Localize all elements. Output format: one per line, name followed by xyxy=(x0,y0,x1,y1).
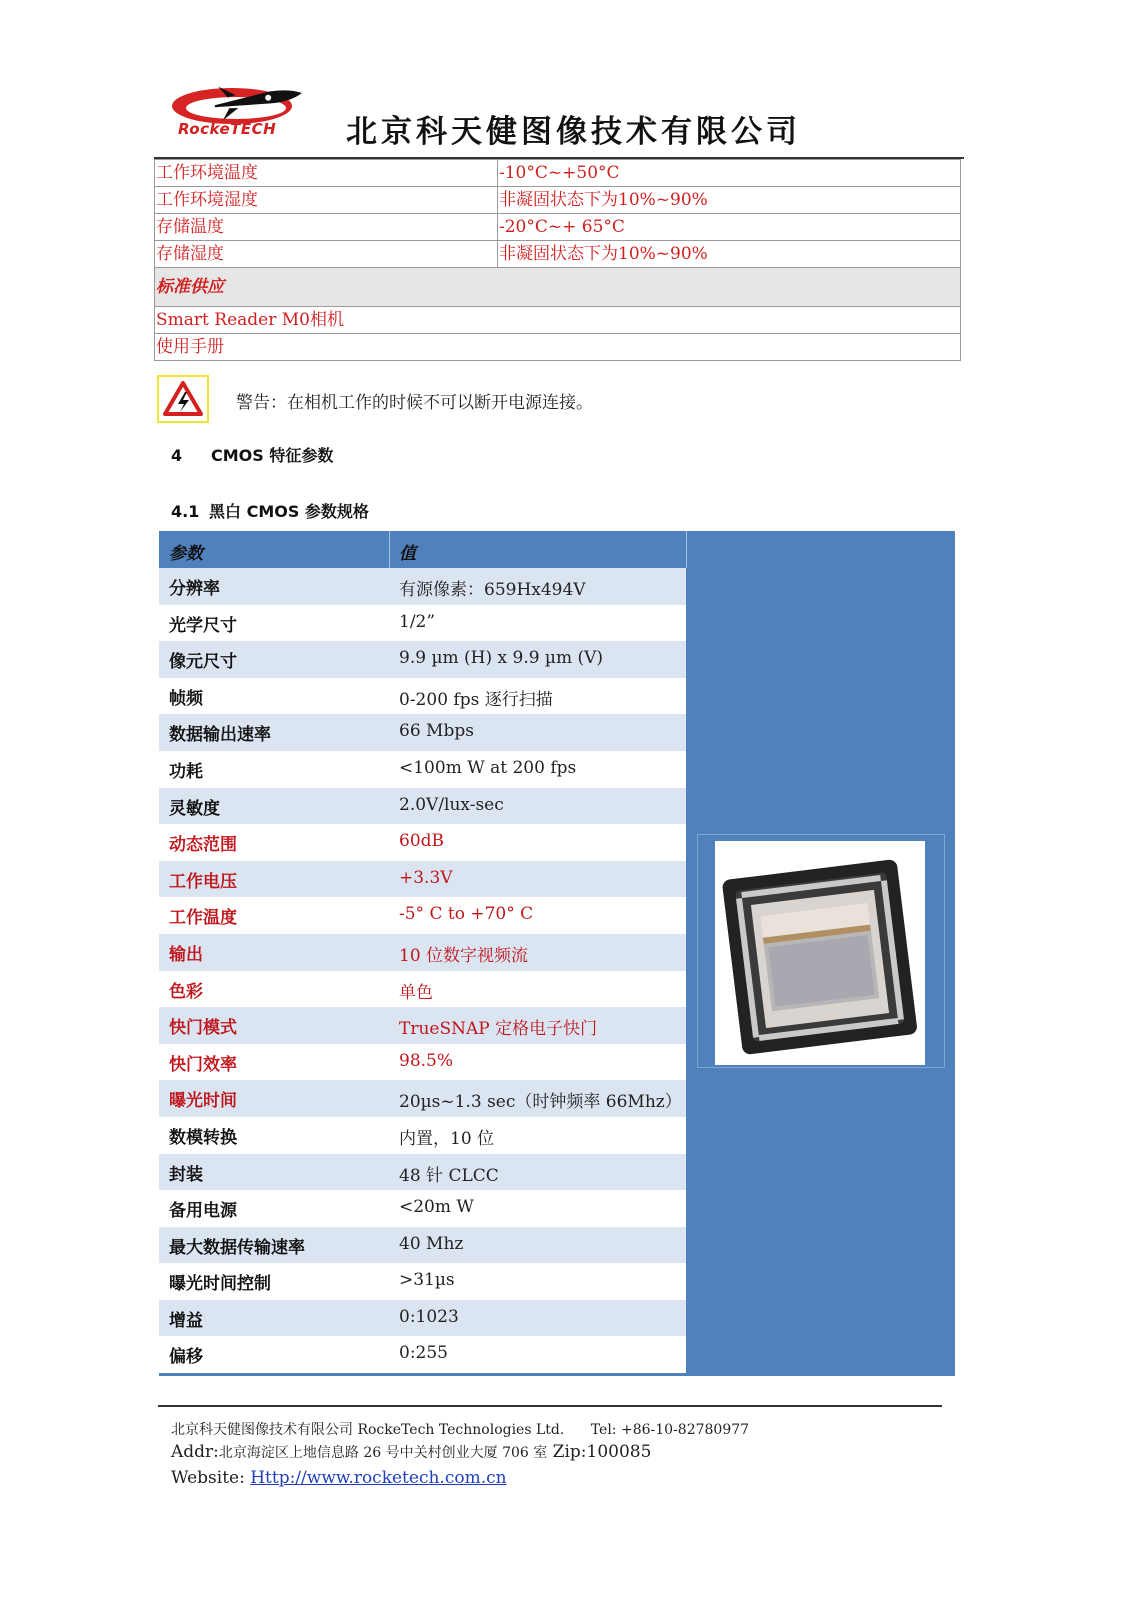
param-cell: 最大数据传输速率 xyxy=(169,1237,305,1258)
page-header xyxy=(170,78,960,158)
param-cell: 工作环境湿度 xyxy=(155,187,498,214)
value-cell: 40 Mhz xyxy=(399,1233,464,1254)
param-cell: 动态范围 xyxy=(169,835,237,856)
param-cell: 备用电源 xyxy=(169,1201,237,1222)
footer-line-website xyxy=(171,1468,507,1488)
value-cell: 9.9 µm (H) x 9.9 µm (V) xyxy=(399,648,604,669)
param-cell: 像元尺寸 xyxy=(169,652,237,673)
value-cell: <20m W xyxy=(399,1197,474,1218)
param-cell: 存储湿度 xyxy=(155,241,498,268)
param-cell: 灵敏度 xyxy=(169,798,220,819)
value-cell: 内置，10 位 xyxy=(399,1128,495,1149)
section-title: CMOS 特征参数 xyxy=(211,446,334,465)
table-row xyxy=(159,751,686,788)
value-cell: -20°C~+ 65°C xyxy=(498,214,961,241)
param-cell: 帧频 xyxy=(169,688,203,709)
value-cell: 20µs~1.3 sec（时钟频率 66Mhz） xyxy=(399,1092,682,1113)
value-cell: 66 Mbps xyxy=(399,721,474,742)
table-row xyxy=(159,1190,686,1227)
param-cell: 功耗 xyxy=(169,761,203,782)
table-row xyxy=(159,1044,686,1081)
header-param: 参数 xyxy=(169,544,203,564)
value-cell: 非凝固状态下为10%~90% xyxy=(498,241,961,268)
table-row xyxy=(159,971,686,1008)
warning-text: 警告：在相机工作的时候不可以断开电源连接。 xyxy=(236,393,593,413)
value-cell: +3.3V xyxy=(399,867,453,888)
table-row xyxy=(155,334,961,361)
zip-code: Zip:100085 xyxy=(552,1442,652,1462)
value-cell: <100m W at 200 fps xyxy=(399,757,577,778)
param-cell: 工作环境温度 xyxy=(155,160,498,187)
table-row xyxy=(159,861,686,898)
value-cell: TrueSNAP 定格电子快门 xyxy=(399,1019,598,1040)
value-cell: 2.0V/lux-sec xyxy=(399,794,504,815)
sensor-photo-frame xyxy=(697,834,945,1068)
footer-divider xyxy=(158,1405,942,1407)
header-value: 值 xyxy=(399,544,416,564)
company-name: 北京科天健图像技术有限公司 xyxy=(346,114,801,150)
value-cell: 0-200 fps 逐行扫描 xyxy=(399,689,553,710)
footer-line-address xyxy=(171,1442,651,1462)
website-link[interactable]: Http://www.rocketech.com.cn xyxy=(250,1468,507,1488)
value-cell: 48 针 CLCC xyxy=(399,1165,499,1186)
table-row xyxy=(159,1227,686,1264)
param-cell: 分辨率 xyxy=(169,579,220,599)
subsection-heading xyxy=(171,499,369,522)
addr-label: Addr: xyxy=(171,1442,219,1462)
param-cell: 偏移 xyxy=(169,1347,203,1368)
supply-item: Smart Reader M0相机 xyxy=(155,307,961,334)
footer-english-name: RockeTech Technologies Ltd. xyxy=(357,1422,565,1438)
param-cell: 工作电压 xyxy=(169,871,237,892)
table-row xyxy=(159,788,686,825)
value-cell: 1/2” xyxy=(399,611,436,632)
table-row xyxy=(159,1300,686,1337)
param-cell: 曝光时间 xyxy=(169,1091,237,1112)
value-cell: 98.5% xyxy=(399,1050,454,1071)
value-cell: 0:255 xyxy=(399,1343,448,1364)
param-cell: 曝光时间控制 xyxy=(169,1274,271,1295)
table-row xyxy=(155,241,961,268)
section-row xyxy=(155,268,961,307)
value-cell: 60dB xyxy=(399,831,445,852)
value-cell: 0:1023 xyxy=(399,1306,459,1327)
param-cell: 快门效率 xyxy=(169,1054,237,1075)
addr-text: 北京海淀区上地信息路 26 号中关村创业大厦 706 室 xyxy=(218,1445,548,1461)
website-label: Website: xyxy=(171,1468,251,1488)
param-cell: 数模转换 xyxy=(169,1127,237,1148)
param-cell: 数据输出速率 xyxy=(169,725,271,746)
supply-item: 使用手册 xyxy=(155,334,961,361)
value-cell: 有源像素：659Hx494V xyxy=(399,580,586,600)
table-row xyxy=(159,1117,686,1154)
value-cell: -10°C~+50°C xyxy=(498,160,961,187)
param-cell: 封装 xyxy=(169,1164,203,1185)
table-row xyxy=(159,1336,686,1373)
subsection-title: 黑白 CMOS 参数规格 xyxy=(209,502,369,521)
table-header xyxy=(159,531,686,568)
subsection-number: 4.1 xyxy=(171,502,200,521)
param-cell: 快门模式 xyxy=(169,1018,237,1039)
table-row xyxy=(159,1007,686,1044)
table-body xyxy=(159,568,686,1373)
table-row xyxy=(155,160,961,187)
table-row xyxy=(155,187,961,214)
header-divider xyxy=(686,531,687,568)
param-cell: 增益 xyxy=(169,1310,203,1331)
footer-tel: Tel: +86-10-82780977 xyxy=(590,1422,750,1438)
table-row xyxy=(155,214,961,241)
param-cell: 输出 xyxy=(169,944,203,965)
table-row xyxy=(155,307,961,334)
footer-company: 北京科天健图像技术有限公司 xyxy=(171,1422,353,1438)
table-row xyxy=(159,605,686,642)
logo-wordmark: RockeTECH xyxy=(178,120,277,138)
param-cell: 工作温度 xyxy=(169,908,237,929)
environment-table xyxy=(154,159,961,361)
value-cell: 单色 xyxy=(399,982,433,1003)
table-row xyxy=(159,1080,686,1117)
value-cell: 10 位数字视频流 xyxy=(399,945,529,966)
warning-icon-box xyxy=(157,375,209,423)
table-row xyxy=(159,897,686,934)
param-cell: 存储温度 xyxy=(155,214,498,241)
table-row xyxy=(159,678,686,715)
table-row xyxy=(159,568,686,605)
footer-line-company xyxy=(171,1419,749,1439)
param-cell: 光学尺寸 xyxy=(169,615,237,636)
header-divider xyxy=(389,531,390,568)
cmos-sensor-photo xyxy=(715,841,925,1065)
cmos-spec-table xyxy=(159,531,955,1376)
section-heading xyxy=(171,443,333,466)
table-row xyxy=(159,934,686,971)
table-row xyxy=(159,1154,686,1191)
table-row xyxy=(159,1263,686,1300)
value-cell: >31µs xyxy=(399,1270,455,1291)
table-row xyxy=(159,824,686,861)
table-row xyxy=(159,641,686,678)
param-cell: 色彩 xyxy=(169,981,203,1002)
value-cell: -5° C to +70° C xyxy=(399,904,534,925)
section-title: 标准供应 xyxy=(155,268,961,307)
electric-hazard-warning-icon xyxy=(159,377,207,421)
value-cell: 非凝固状态下为10%~90% xyxy=(498,187,961,214)
table-row xyxy=(159,714,686,751)
section-number: 4 xyxy=(171,446,183,465)
